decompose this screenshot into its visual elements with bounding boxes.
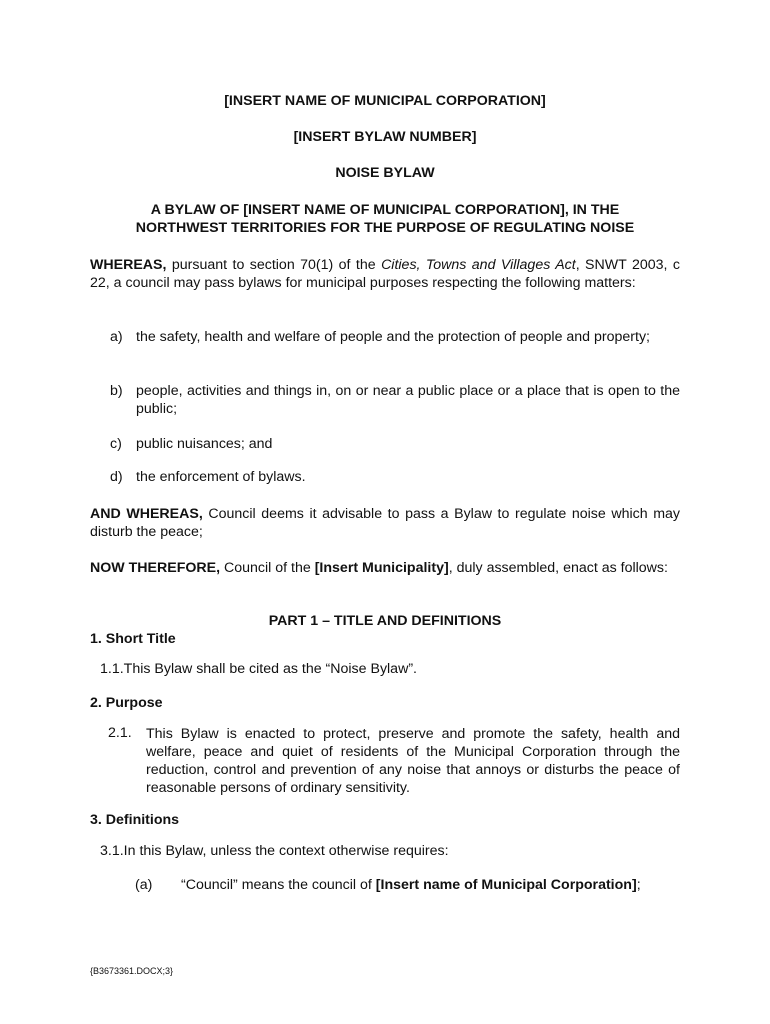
part-1-heading: PART 1 – TITLE AND DEFINITIONS [268,613,502,629]
matter-label: d) [110,469,123,485]
matter-label: c) [110,436,122,452]
bylaw-name-heading: NOISE BYLAW [335,165,435,181]
definition-a-end: ; [636,877,641,893]
matter-text: the safety, health and welfare of people and the protection of people and property; [136,329,650,345]
municipal-corporation-heading: [INSERT NAME OF MUNICIPAL CORPORATION] [224,93,546,109]
bylaw-subtitle-line-2: NORTHWEST TERRITORIES FOR THE PURPOSE OF REGULATING NOISE [135,220,635,236]
purpose-heading: 2. Purpose [90,695,163,711]
whereas-lead: WHEREAS, [90,257,167,273]
now-therefore-lead: NOW THEREFORE, [90,560,221,576]
whereas-text-1: pursuant to section 70(1) of the [166,257,382,273]
matter-text: the enforcement of bylaws. [136,469,306,485]
section-2-1-text: This Bylaw is enacted to protect, preserve and promote the safety, health and welfare, peace and quiet of residents of the Municipal Corporation through the reduction, control and prevention of any noise that annoys or disturbs the peace of reasonable persons of ordinary sensitivity. [146,726,680,796]
matter-text: public nuisances; and [136,436,273,452]
section-2-1-label: 2.1. [108,725,132,741]
matter-text: people, activities and things in, on or near a public place or a place that is open to the public; [136,383,680,417]
now-therefore-text-1: Council of the [220,560,315,576]
matter-item-d [110,468,680,486]
section-3-1: 3.1.In this Bylaw, unless the context otherwise requires: [100,843,449,859]
now-therefore-text-2: , duly assembled, enact as follows: [448,560,668,576]
document-footer-id: {B3673361.DOCX;3} [90,966,174,976]
matter-label: a) [110,329,123,345]
matter-label: b) [110,383,123,399]
and-whereas-paragraph [90,505,680,541]
whereas-text-2: , SNWT 2003, c 22, a council may pass bylaws for municipal purposes respecting the following matters: [90,257,680,291]
matter-item-a [110,328,680,346]
definition-a-placeholder: [Insert name of Municipal Corporation] [375,877,637,893]
definition-a-text: “Council” means the council of [181,877,376,893]
and-whereas-text: Council deems it advisable to pass a Bylaw to regulate noise which may disturb the peace; [90,506,681,540]
bylaw-number-heading: [INSERT BYLAW NUMBER] [293,129,477,145]
now-therefore-paragraph [90,559,680,577]
and-whereas-lead: AND WHEREAS, [90,506,203,522]
short-title-heading: 1. Short Title [90,631,176,647]
matter-item-b [110,382,680,418]
bylaw-subtitle-line-1: A BYLAW OF [INSERT NAME OF MUNICIPAL CORPORATION], IN THE [150,202,620,218]
municipality-placeholder: [Insert Municipality] [314,560,449,576]
definitions-heading: 3. Definitions [90,812,180,828]
definition-a-label: (a) [135,877,153,893]
matter-item-c [110,435,680,453]
definition-a [181,877,641,893]
whereas-paragraph [90,256,680,292]
act-name: Cities, Towns and Villages Act [381,257,576,273]
section-1-1: 1.1.This Bylaw shall be cited as the “Noise Bylaw”. [100,661,417,677]
